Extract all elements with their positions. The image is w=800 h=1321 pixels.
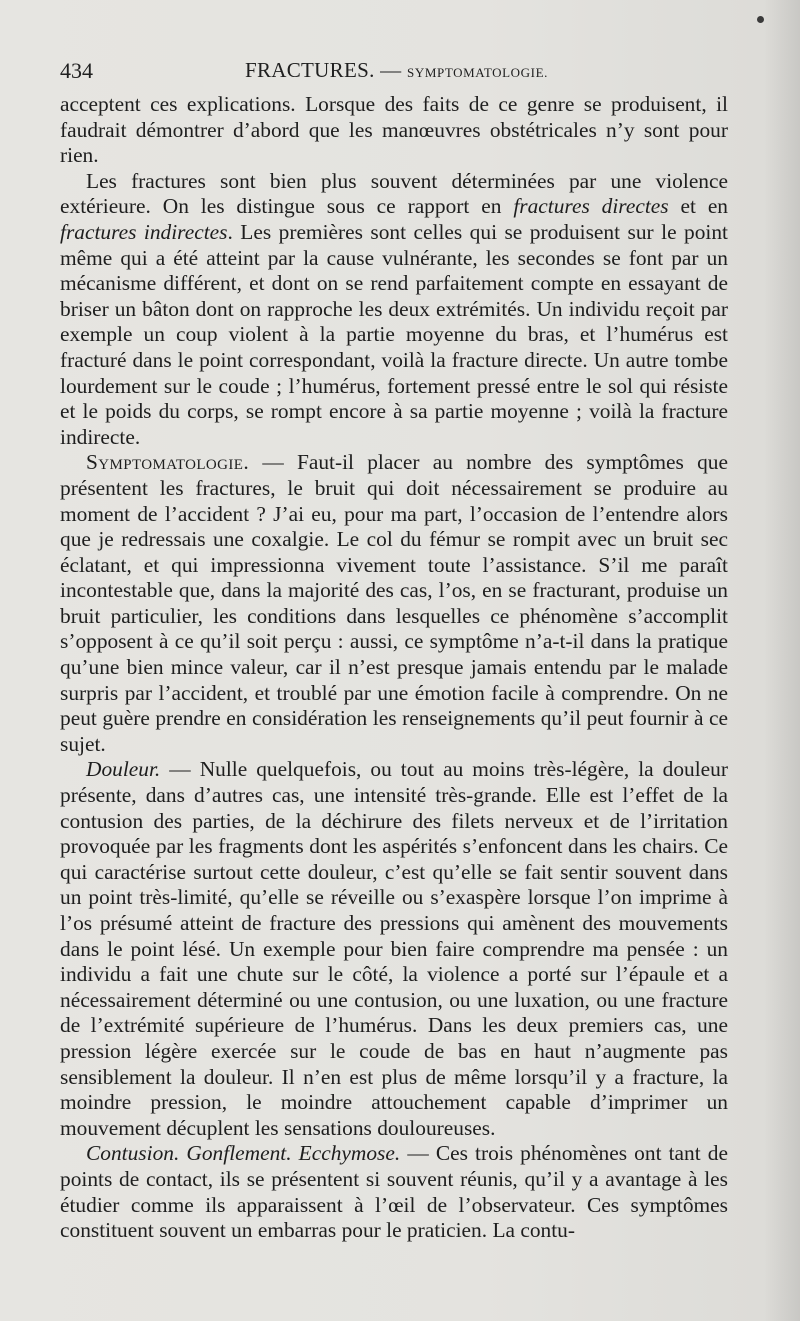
text-run: . Les premières sont celles qui se produisent sur le point même qui a été atteint par la cause vulnérante, les secondes se font par un mécanisme différent, et dont on se rend parfaitement compte en essayant de briser un bâton dont on rapproche les deux extrémités. Un individu reçoit par exemple un coup violent à la partie moyenne du bras, et l’humérus est fracturé dans le point correspondant, voilà la fracture directe. Un autre tombe lourdement sur le coude ; l’humérus, fortement pressé entre le sol qui résiste et le poids du corps, se rompt encore à sa partie moyenne ; voilà la fracture indirecte. [60,219,728,449]
heading-contusion: Contusion. Gonflement. Ecchymose. [86,1141,401,1166]
text-run: Les fractures sont bien plus souvent déterminées par une violence extérieure. On les distingue sous ce rapport en [60,168,728,219]
text-run: — Ces trois phénomènes ont tant de points de contact, ils se présentent si souvent réunis, qu’il y a avantage à les étudier comme ils apparaissent à l’œil de l’observateur. Ces symptômes constituent souvent un embarras pour le praticien. La contu- [60,1141,728,1243]
text-run: — Nulle quelquefois, ou tout au moins très-légère, la douleur présente, dans d’autres cas, une intensité très-grande. Elle est l’effet de la contusion des parties, de la déchirure des filets nerveux et de l’irritation provoquée par les fragments dont les aspérités s’enfoncent dans les chairs. Ce qui caractérise surtout cette douleur, c’est qu’elle se fait sentir souvent dans un point très-limité, qu’elle se réveille ou s’exaspère lorsque l’on imprime à l’os présumé atteint de fracture des pressions qui amènent des mouvements dans le point lésé. Un exemple pour bien faire comprendre ma pensée : un individu a fait une chute sur le côté, la violence a porté sur l’épaule et a nécessairement déterminé ou une contusion, ou une luxation, ou une fracture de l’extrémité supérieure de l’humérus. Dans les deux premiers cas, une pression légère exercée sur le coude de bas en haut n’augmente pas sensiblement la douleur. Il n’en est plus de même lorsqu’il y a fracture, la moindre pression, le moindre attouchement capable d’imprimer un mouvement décuplent les sensations douloureuses. [60,757,728,1140]
running-header [60,56,728,90]
chapter-title: FRACTURES. [245,58,375,82]
paragraph-continuation: acceptent ces explications. Lorsque des faits de ce genre se produisent, il faudrait démontrer d’abord que les manœuvres obstétricales n’y sont pour rien. [60,92,728,168]
heading-symptomatologie: Symptomatologie. [86,450,250,475]
page-number: 434 [60,58,93,83]
text-run: et en [668,194,729,219]
page-edge-shadow [764,0,800,1321]
title-dash: — [374,58,408,82]
body-text [60,92,728,1244]
text-run: — Faut-il placer au nombre des symptômes que présentent les fractures, le bruit qui doit nécessairement se produire au moment de l’accident ? J’ai eu, pour ma part, l’occasion de l’entendre alors que je redressais une coxalgie. Le col du fémur se rompit avec un bruit sec éclatant, et qui impressionna vivement toute l’assistance. S’il me paraît incontestable que, dans la majorité des cas, l’os, en se fracturant, produise un bruit particulier, les conditions dans lesquelles ce phénomène s’accomplit s’opposent à ce qu’il soit perçu : aussi, ce symptôme n’a-t-il dans la pratique qu’une bien mince valeur, car il n’est presque jamais entendu par le malade surpris par l’accident, et troublé par une émotion facile à comprendre. On ne peut guère prendre en considération les renseignements qu’il peut fournir à ce sujet. [60,450,728,756]
paragraph-fractures-types [60,169,728,451]
paragraph-douleur [60,757,728,1141]
running-title [245,58,548,83]
paragraph-contusion [60,1141,728,1243]
ink-spot [757,16,764,23]
heading-douleur: Douleur. [86,757,161,782]
section-title: SYMPTOMATOLOGIE. [407,65,548,80]
term-fractures-indirectes: fractures indirectes [60,219,228,244]
term-fractures-directes: fractures directes [513,194,669,219]
paragraph-symptomatologie [60,450,728,757]
